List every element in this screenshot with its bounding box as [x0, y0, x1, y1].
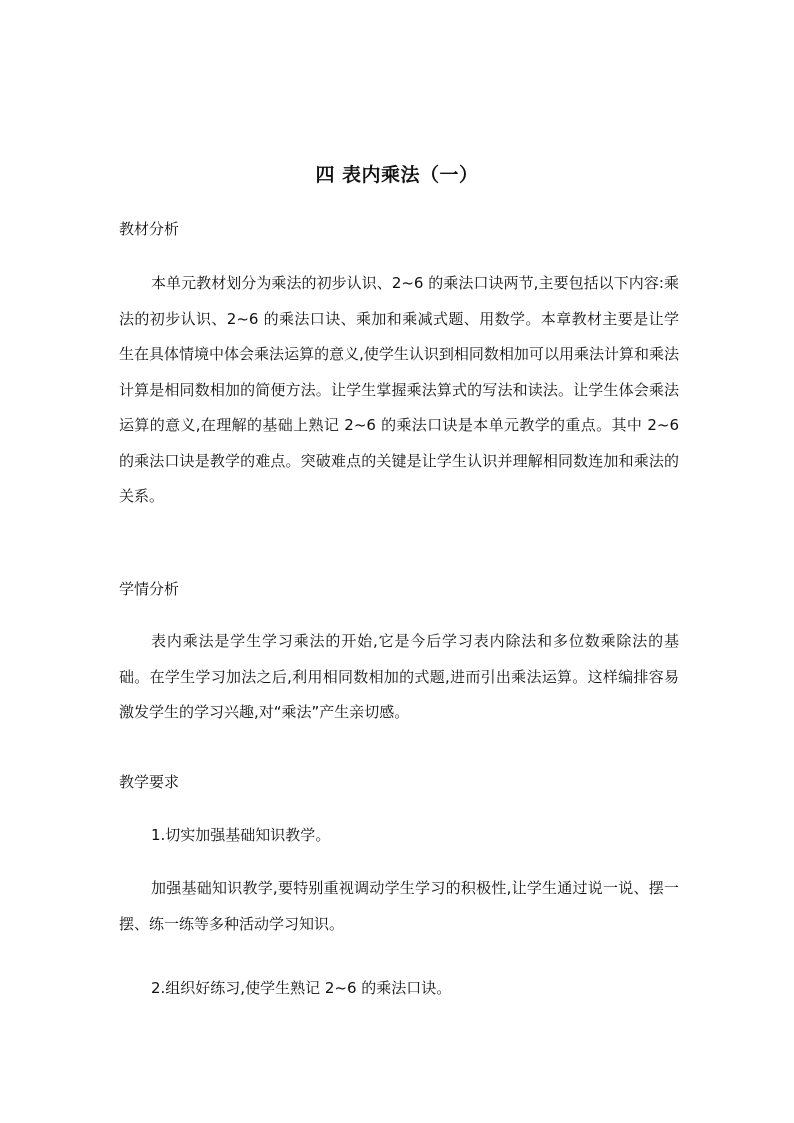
requirement-paragraph: 加强基础知识教学,要特别重视调动学生学习的积极性,让学生通过说一说、摆一摆、练一练等多种活动学习知识。 — [119, 879, 679, 933]
section-paragraph-textbook-analysis: 本单元教材划分为乘法的初步认识、2~6 的乘法口诀两节,主要包括以下内容:乘法的初步认识、2~6 的乘法口诀、乘加和乘减式题、用数学。本章教材主要是让学生在具体情境中体会乘法运算的意义,使学生认识到相同数相加可以用乘法计算和乘法计算是相同数相加的简便方法。让学生掌握乘法算式的写法和读法。让学生体会乘法运算的意义,在理解的基础上熟记 2~6 的乘法口诀是本单元教学的重点。其中 2~6 的乘法口诀是教学的难点。突破难点的关键是让学生认识并理解相同数连加和乘法的关系。 — [119, 274, 679, 505]
requirement-item-2: 2.组织好练习,使学生熟记 2~6 的乘法口诀。 — [151, 979, 452, 997]
section-heading-learner-analysis: 学情分析 — [119, 580, 180, 598]
section-heading-teaching-requirements: 教学要求 — [119, 773, 180, 791]
document-title: 四 表内乘法（一） — [315, 164, 479, 186]
requirement-item-1: 1.切实加强基础知识教学。 — [151, 826, 331, 844]
section-heading-textbook-analysis: 教材分析 — [119, 220, 180, 238]
section-paragraph-learner-analysis: 表内乘法是学生学习乘法的开始,它是今后学习表内除法和多位数乘除法的基础。在学生学习加法之后,利用相同数相加的式题,进而引出乘法运算。这样编排容易激发学生的学习兴趣,对“乘法”产生亲切感。 — [119, 632, 679, 721]
